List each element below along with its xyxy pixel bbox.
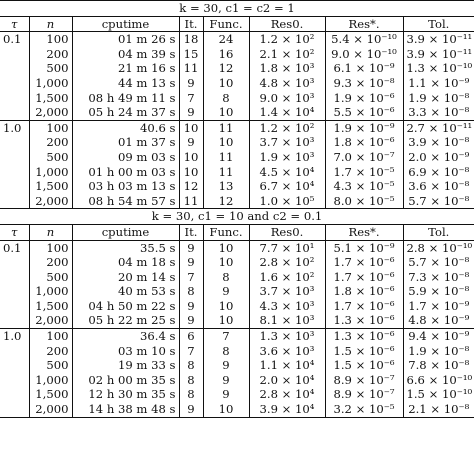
res-star-cell: 4.3 × 10⁻⁵ [325, 179, 403, 194]
cputime-cell: 03 m 10 s [72, 344, 179, 359]
res-star-cell: 8.9 × 10⁻⁷ [325, 373, 403, 388]
res-star-cell: 1.9 × 10⁻⁶ [325, 91, 403, 106]
table-row [0, 105, 474, 120]
tau-cell [0, 47, 29, 62]
n-cell: 500 [29, 150, 72, 165]
n-cell: 2,000 [29, 105, 72, 120]
n-cell: 1,500 [29, 179, 72, 194]
tol-cell: 7.8 × 10⁻⁸ [403, 358, 474, 373]
tol-cell: 9.4 × 10⁻⁹ [403, 329, 474, 344]
res-star-cell: 1.7 × 10⁻⁶ [325, 255, 403, 270]
res-star-cell: 3.2 × 10⁻⁵ [325, 402, 403, 417]
iterations-cell: 9 [179, 76, 203, 91]
tol-cell: 1.3 × 10⁻¹⁰ [403, 61, 474, 76]
res0-cell: 4.3 × 10³ [249, 299, 325, 314]
column-header: n [29, 224, 72, 240]
tau-cell [0, 373, 29, 388]
res-star-cell: 5.1 × 10⁻⁹ [325, 240, 403, 255]
res-star-cell: 7.0 × 10⁻⁷ [325, 150, 403, 165]
cputime-cell: 04 m 18 s [72, 255, 179, 270]
iterations-cell: 9 [179, 240, 203, 255]
tau-cell [0, 299, 29, 314]
n-cell: 100 [29, 120, 72, 135]
tau-cell [0, 150, 29, 165]
res-star-cell: 1.8 × 10⁻⁶ [325, 284, 403, 299]
tau-cell [0, 165, 29, 180]
tau-cell: 1.0 [0, 120, 29, 135]
table-row [0, 344, 474, 359]
iterations-cell: 8 [179, 373, 203, 388]
tau-cell [0, 76, 29, 91]
func-cell: 13 [203, 179, 249, 194]
tol-cell: 1.9 × 10⁻⁸ [403, 344, 474, 359]
table-row [0, 299, 474, 314]
column-header: τ [0, 224, 29, 240]
res-star-cell: 5.4 × 10⁻¹⁰ [325, 32, 403, 47]
column-header: Res0. [249, 16, 325, 32]
res0-cell: 1.9 × 10³ [249, 150, 325, 165]
tol-cell: 6.9 × 10⁻⁸ [403, 165, 474, 180]
n-cell: 1,000 [29, 284, 72, 299]
table-row [0, 91, 474, 106]
func-cell: 10 [203, 135, 249, 150]
func-cell: 7 [203, 329, 249, 344]
column-header: Func. [203, 224, 249, 240]
tol-cell: 2.0 × 10⁻⁹ [403, 150, 474, 165]
cputime-cell: 14 h 38 m 48 s [72, 402, 179, 417]
tol-cell: 2.8 × 10⁻¹⁰ [403, 240, 474, 255]
tau-cell [0, 313, 29, 328]
func-cell: 8 [203, 91, 249, 106]
n-cell: 200 [29, 255, 72, 270]
cputime-cell: 40 m 53 s [72, 284, 179, 299]
n-cell: 1,000 [29, 165, 72, 180]
res0-cell: 1.2 × 10² [249, 120, 325, 135]
iterations-cell: 11 [179, 61, 203, 76]
column-header: Res0. [249, 224, 325, 240]
func-cell: 12 [203, 61, 249, 76]
cputime-cell: 19 m 33 s [72, 358, 179, 373]
n-cell: 1,000 [29, 373, 72, 388]
tol-cell: 5.7 × 10⁻⁸ [403, 255, 474, 270]
cputime-cell: 01 m 37 s [72, 135, 179, 150]
n-cell: 1,500 [29, 91, 72, 106]
section-title: k = 30, c1 = c2 = 1 [0, 1, 474, 17]
iterations-cell: 8 [179, 284, 203, 299]
iterations-cell: 6 [179, 329, 203, 344]
tau-cell: 0.1 [3, 32, 22, 47]
iterations-cell: 8 [179, 358, 203, 373]
res0-cell: 6.7 × 10⁴ [249, 179, 325, 194]
tau-cell [0, 91, 29, 106]
res0-cell: 2.8 × 10² [249, 255, 325, 270]
func-cell: 8 [203, 344, 249, 359]
cputime-cell: 05 h 24 m 37 s [72, 105, 179, 120]
func-cell: 24 [203, 32, 249, 47]
res0-cell: 3.7 × 10³ [249, 284, 325, 299]
tol-cell: 3.6 × 10⁻⁸ [403, 179, 474, 194]
tol-cell: 3.9 × 10⁻¹¹ [403, 32, 474, 47]
res-star-cell: 6.1 × 10⁻⁹ [325, 61, 403, 76]
n-cell: 200 [29, 344, 72, 359]
header-row [0, 224, 474, 240]
n-cell: 2,000 [29, 313, 72, 328]
iterations-cell: 10 [179, 165, 203, 180]
tol-cell: 7.3 × 10⁻⁸ [403, 270, 474, 285]
tau-cell [0, 358, 29, 373]
iterations-cell: 10 [179, 150, 203, 165]
table-row [0, 194, 474, 209]
res0-cell: 2.1 × 10² [249, 47, 325, 62]
func-cell: 12 [203, 194, 249, 209]
res0-cell: 3.9 × 10⁴ [249, 402, 325, 417]
tau-cell: 0.1 [3, 240, 22, 255]
column-header: Res*. [325, 224, 403, 240]
iterations-cell: 8 [179, 387, 203, 402]
table-row [0, 387, 474, 402]
res-star-cell: 8.0 × 10⁻⁵ [325, 194, 403, 209]
n-cell: 2,000 [29, 402, 72, 417]
column-header: It. [179, 16, 203, 32]
iterations-cell: 7 [179, 91, 203, 106]
tol-cell: 2.7 × 10⁻¹¹ [403, 120, 474, 135]
header-row [0, 16, 474, 32]
cputime-cell: 08 h 49 m 11 s [72, 91, 179, 106]
tol-cell: 1.1 × 10⁻⁹ [403, 76, 474, 91]
res0-cell: 2.0 × 10⁴ [249, 373, 325, 388]
tau-cell: 1.0 [0, 329, 29, 344]
res0-cell: 9.0 × 10³ [249, 91, 325, 106]
tau-cell [0, 194, 29, 209]
res0-cell: 1.2 × 10² [249, 32, 325, 47]
res0-cell: 1.4 × 10⁴ [249, 105, 325, 120]
n-cell: 500 [29, 358, 72, 373]
n-cell: 1,500 [29, 387, 72, 402]
n-cell: 200 [29, 47, 72, 62]
iterations-cell: 7 [179, 270, 203, 285]
func-cell: 11 [203, 165, 249, 180]
cputime-cell: 09 m 03 s [72, 150, 179, 165]
cputime-cell: 04 m 39 s [72, 47, 179, 62]
tol-cell: 2.1 × 10⁻⁸ [403, 402, 474, 417]
tol-cell: 3.3 × 10⁻⁸ [403, 105, 474, 120]
n-cell: 200 [29, 135, 72, 150]
res0-cell: 4.8 × 10³ [249, 76, 325, 91]
n-cell: 100 [29, 329, 72, 344]
column-header: cputime [72, 16, 179, 32]
table-row [0, 179, 474, 194]
func-cell: 10 [203, 255, 249, 270]
iterations-cell: 9 [179, 402, 203, 417]
func-cell: 8 [203, 270, 249, 285]
res-star-cell: 1.9 × 10⁻⁹ [325, 120, 403, 135]
tau-cell [0, 255, 29, 270]
iterations-cell: 7 [179, 344, 203, 359]
cputime-cell: 01 h 00 m 03 s [72, 165, 179, 180]
res-star-cell: 8.9 × 10⁻⁷ [325, 387, 403, 402]
table-row [0, 47, 474, 62]
n-cell: 100 [29, 240, 72, 255]
column-header: Tol. [403, 16, 474, 32]
res-star-cell: 1.5 × 10⁻⁶ [325, 358, 403, 373]
n-cell: 1,500 [29, 299, 72, 314]
tau-cell [0, 284, 29, 299]
tau-cell [0, 135, 29, 150]
table-row [0, 165, 474, 180]
res0-cell: 8.1 × 10³ [249, 313, 325, 328]
iterations-cell: 15 [179, 47, 203, 62]
func-cell: 10 [203, 105, 249, 120]
tol-cell: 4.8 × 10⁻⁹ [403, 313, 474, 328]
table-row [0, 313, 474, 328]
res0-cell: 3.6 × 10³ [249, 344, 325, 359]
tau-cell [0, 344, 29, 359]
func-cell: 16 [203, 47, 249, 62]
section-title-row [0, 1, 474, 17]
iterations-cell: 9 [179, 255, 203, 270]
iterations-cell: 10 [179, 120, 203, 135]
column-header: It. [179, 224, 203, 240]
res0-cell: 4.5 × 10⁴ [249, 165, 325, 180]
res-star-cell: 9.3 × 10⁻⁸ [325, 76, 403, 91]
func-cell: 9 [203, 358, 249, 373]
res0-cell: 1.0 × 10⁵ [249, 194, 325, 209]
cputime-cell: 21 m 16 s [72, 61, 179, 76]
table-row [0, 358, 474, 373]
cputime-cell: 08 h 54 m 57 s [72, 194, 179, 209]
res0-cell: 2.8 × 10⁴ [249, 387, 325, 402]
res-star-cell: 1.3 × 10⁻⁶ [325, 313, 403, 328]
iterations-cell: 9 [179, 105, 203, 120]
iterations-cell: 11 [179, 194, 203, 209]
cputime-cell: 35.5 s [72, 240, 179, 255]
section-title: k = 30, c1 = 10 and c2 = 0.1 [0, 209, 474, 225]
table-row [0, 120, 474, 135]
res0-cell: 1.8 × 10³ [249, 61, 325, 76]
func-cell: 9 [203, 387, 249, 402]
tol-cell: 3.9 × 10⁻¹¹ [403, 47, 474, 62]
res-star-cell: 1.7 × 10⁻⁵ [325, 165, 403, 180]
cputime-cell: 40.6 s [72, 120, 179, 135]
res-star-cell: 1.5 × 10⁻⁶ [325, 344, 403, 359]
tol-cell: 3.9 × 10⁻⁸ [403, 135, 474, 150]
tol-cell: 1.5 × 10⁻¹⁰ [403, 387, 474, 402]
func-cell: 10 [203, 402, 249, 417]
res-star-cell: 9.0 × 10⁻¹⁰ [325, 47, 403, 62]
table-row [0, 402, 474, 417]
table-row [0, 61, 474, 76]
res0-cell: 3.7 × 10³ [249, 135, 325, 150]
column-header: Tol. [403, 224, 474, 240]
n-cell: 100 [29, 32, 72, 47]
res-star-cell: 1.8 × 10⁻⁶ [325, 135, 403, 150]
table-row [0, 135, 474, 150]
func-cell: 11 [203, 150, 249, 165]
res-star-cell: 1.7 × 10⁻⁶ [325, 299, 403, 314]
cputime-cell: 03 h 03 m 13 s [72, 179, 179, 194]
table-row [0, 240, 474, 255]
tau-cell [0, 402, 29, 417]
tol-cell: 5.9 × 10⁻⁸ [403, 284, 474, 299]
tol-cell: 1.7 × 10⁻⁹ [403, 299, 474, 314]
column-header: n [29, 16, 72, 32]
tol-cell: 6.6 × 10⁻¹⁰ [403, 373, 474, 388]
n-cell: 500 [29, 61, 72, 76]
cputime-cell: 12 h 30 m 35 s [72, 387, 179, 402]
column-header: cputime [72, 224, 179, 240]
res-star-cell: 1.7 × 10⁻⁶ [325, 270, 403, 285]
table-row [0, 329, 474, 344]
table-row [0, 270, 474, 285]
cputime-cell: 02 h 00 m 35 s [72, 373, 179, 388]
n-cell: 500 [29, 270, 72, 285]
tau-cell [0, 179, 29, 194]
column-header: Func. [203, 16, 249, 32]
table-row [0, 150, 474, 165]
tau-cell [0, 61, 29, 76]
cputime-cell: 20 m 14 s [72, 270, 179, 285]
func-cell: 10 [203, 313, 249, 328]
res0-cell: 1.6 × 10² [249, 270, 325, 285]
func-cell: 11 [203, 120, 249, 135]
iterations-cell: 9 [179, 299, 203, 314]
res0-cell: 7.7 × 10¹ [249, 240, 325, 255]
cputime-cell: 44 m 13 s [72, 76, 179, 91]
table-row [0, 76, 474, 91]
iterations-cell: 9 [179, 313, 203, 328]
res-star-cell: 5.5 × 10⁻⁶ [325, 105, 403, 120]
table-row [0, 284, 474, 299]
n-cell: 2,000 [29, 194, 72, 209]
res0-cell: 1.1 × 10⁴ [249, 358, 325, 373]
func-cell: 10 [203, 299, 249, 314]
table-row [0, 32, 474, 47]
func-cell: 9 [203, 284, 249, 299]
column-header: Res*. [325, 16, 403, 32]
cputime-cell: 01 m 26 s [72, 32, 179, 47]
res0-cell: 1.3 × 10³ [249, 329, 325, 344]
tau-cell [0, 270, 29, 285]
iterations-cell: 9 [179, 135, 203, 150]
table-row [0, 255, 474, 270]
table-row [0, 373, 474, 388]
tol-cell: 5.7 × 10⁻⁸ [403, 194, 474, 209]
n-cell: 1,000 [29, 76, 72, 91]
column-header: τ [0, 16, 29, 32]
section-title-row [0, 209, 474, 225]
tau-cell [0, 387, 29, 402]
func-cell: 10 [203, 76, 249, 91]
cputime-cell: 05 h 22 m 25 s [72, 313, 179, 328]
func-cell: 9 [203, 373, 249, 388]
tau-cell [0, 105, 29, 120]
tol-cell: 1.9 × 10⁻⁸ [403, 91, 474, 106]
res-star-cell: 1.3 × 10⁻⁶ [325, 329, 403, 344]
cputime-cell: 04 h 50 m 22 s [72, 299, 179, 314]
iterations-cell: 18 [179, 32, 203, 47]
cputime-cell: 36.4 s [72, 329, 179, 344]
func-cell: 10 [203, 240, 249, 255]
iterations-cell: 12 [179, 179, 203, 194]
